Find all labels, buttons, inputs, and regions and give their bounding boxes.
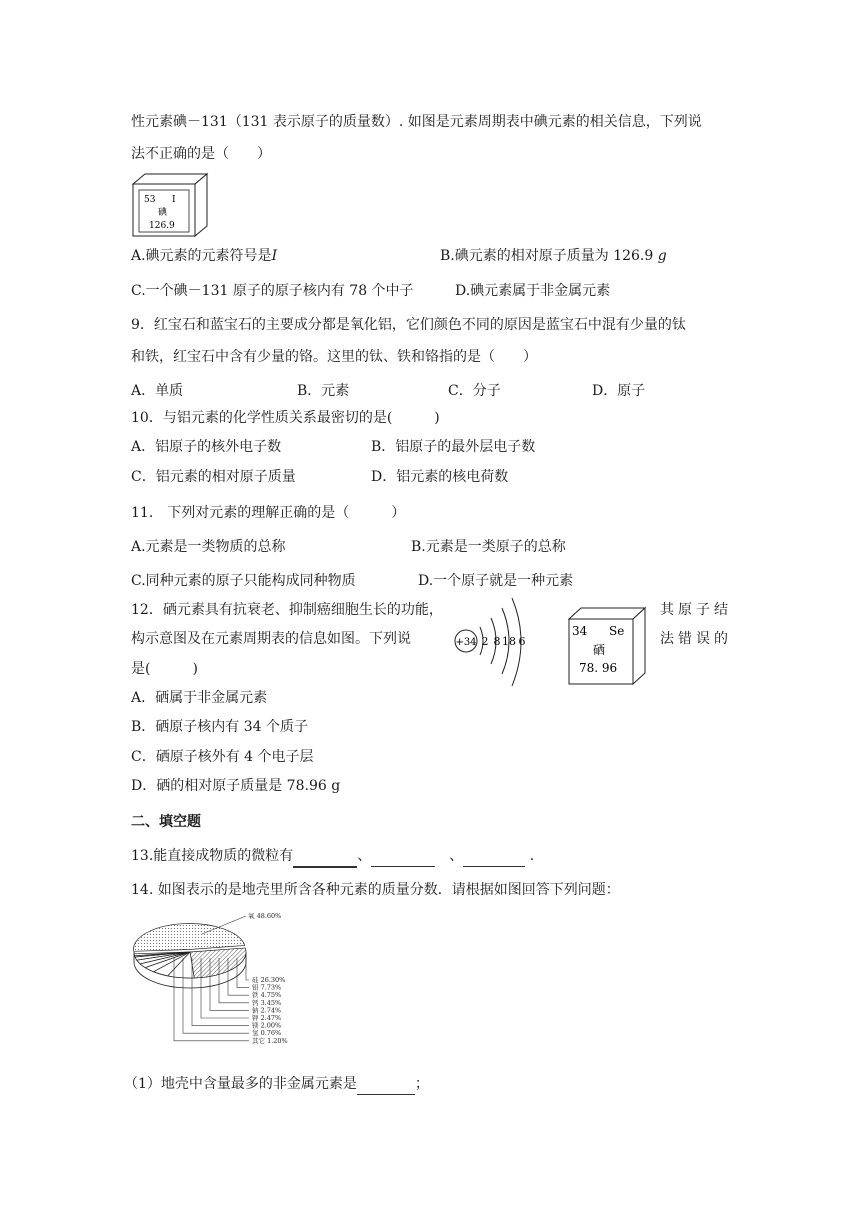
intro-line-1: 性元素碘－131（131 表示原子的质量数）. 如图是元素周期表中碘元素的相关信息，下列说 [131,114,702,130]
q10-stem: 10．与铝元素的化学性质关系最密切的是( ) [131,410,440,426]
q12-option-a: A．硒属于非金属元素 [131,690,268,706]
atom-shell-2: 8 [493,635,501,648]
q14-blank-1[interactable] [357,1074,415,1095]
q11-option-c: C.同种元素的原子只能构成同种物质 [131,573,356,589]
selenium-atom-diagram [450,594,532,692]
q11-stem: 11. 下列对元素的理解正确的是（ ） [131,505,406,521]
q13-line: 13.能直接成物质的微粒有 、 、 ． [131,846,544,868]
q8-option-c: C.一个碘－131 原子的原子核内有 78 个中子 [131,283,414,299]
q12-line-1-right: 其原子结 [660,602,732,618]
selenium-symbol: Se [609,624,625,638]
q9-line-2: 和铁，红宝石中含有少量的铬。这里的钛、铁和铬指的是（ ） [131,349,537,365]
q12-line-3: 是( ) [131,661,198,677]
q12-line-1-left: 12．硒元素具有抗衰老、抑制癌细胞生长的功能， [131,602,443,618]
q9-line-1: 9．红宝石和蓝宝石的主要成分都是氧化铝，它们颜色不同的原因是蓝宝石中混有少量的钛 [131,317,686,333]
q9-option-c: C．分子 [448,383,501,399]
q10-option-d: D．铝元素的核电荷数 [371,469,509,485]
pie-label-9: 其它 1.20% [252,1036,288,1045]
q12-option-c: C．硒原子核外有 4 个电子层 [131,749,314,765]
atom-nucleus: +34 [455,637,477,648]
pie-label-1: 硅 26.30% [252,976,286,984]
q10-option-c: C．铝元素的相对原子质量 [131,469,296,485]
q12-line-2-right: 法错误的 [660,631,732,647]
pie-label-0: 氧 48.60% [248,912,282,920]
q13-blank-1[interactable] [293,846,357,868]
iodine-symbol: I [172,195,176,205]
q13-blank-2[interactable] [371,846,435,867]
pie-label-2: 铝 7.73% [252,983,282,992]
pie-label-8: 氢 0.76% [252,1029,282,1038]
q13-blank-3[interactable] [463,846,525,867]
q10-option-a: A．铝原子的核外电子数 [131,439,282,455]
iodine-name: 碘 [158,208,168,218]
selenium-number: 34 [572,624,588,638]
section-2-title: 二、填空题 [131,814,201,830]
q8-option-d: D.碘元素属于非金属元素 [455,283,611,299]
iodine-mass: 126.9 [149,221,175,231]
selenium-name: 硒 [593,643,606,657]
atom-shell-1: 2 [481,635,489,648]
q14-stem: 14. 如图表示的是地壳里所含各种元素的质量分数．请根据如图回答下列问题： [131,882,620,898]
q10-option-b: B．铝原子的最外层电子数 [371,439,536,455]
q11-option-a: A.元素是一类物质的总称 [131,539,286,555]
selenium-mass: 78. 96 [579,661,618,675]
pie-leader-1 [246,958,249,980]
pie-slice-0 [133,924,244,952]
atom-shell-4: 6 [518,635,526,648]
selenium-element-card [565,605,649,687]
intro-line-2: 法不正确的是（ ） [131,146,271,162]
iodine-element-card [131,172,213,240]
pie-label-5: 钠 2.74% [252,1006,282,1015]
pie-label-7: 镁 2.00% [252,1021,282,1030]
q8-option-a: A.碘元素的元素符号是I [131,248,278,264]
q14-sub-1: （1）地壳中含量最多的非金属元素是 ； [124,1074,429,1095]
q8-option-b: B.碘元素的相对原子质量为 126.9 g [440,248,667,264]
atom-shell-3: 18 [502,635,516,648]
crust-elements-pie-chart [128,906,308,1062]
q9-option-a: A．单质 [131,383,184,399]
q12-line-2-left: 构示意图及在元素周期表的信息如图。下列说 [131,631,411,647]
pie-label-6: 钾 2.47% [252,1014,282,1022]
q12-option-b: B．硒原子核内有 34 个质子 [131,719,309,735]
iodine-number: 53 [144,195,156,205]
q9-option-d: D．原子 [592,383,646,399]
q12-option-d: D．硒的相对原子质量是 78.96 g [131,778,341,794]
q11-option-d: D.一个原子就是一种元素 [418,573,574,589]
pie-label-3: 铁 4.75% [252,991,282,1000]
q9-option-b: B．元素 [297,383,350,399]
q11-option-b: B.元素是一类原子的总称 [411,539,566,555]
pie-label-4: 钙 3.45% [252,998,282,1007]
